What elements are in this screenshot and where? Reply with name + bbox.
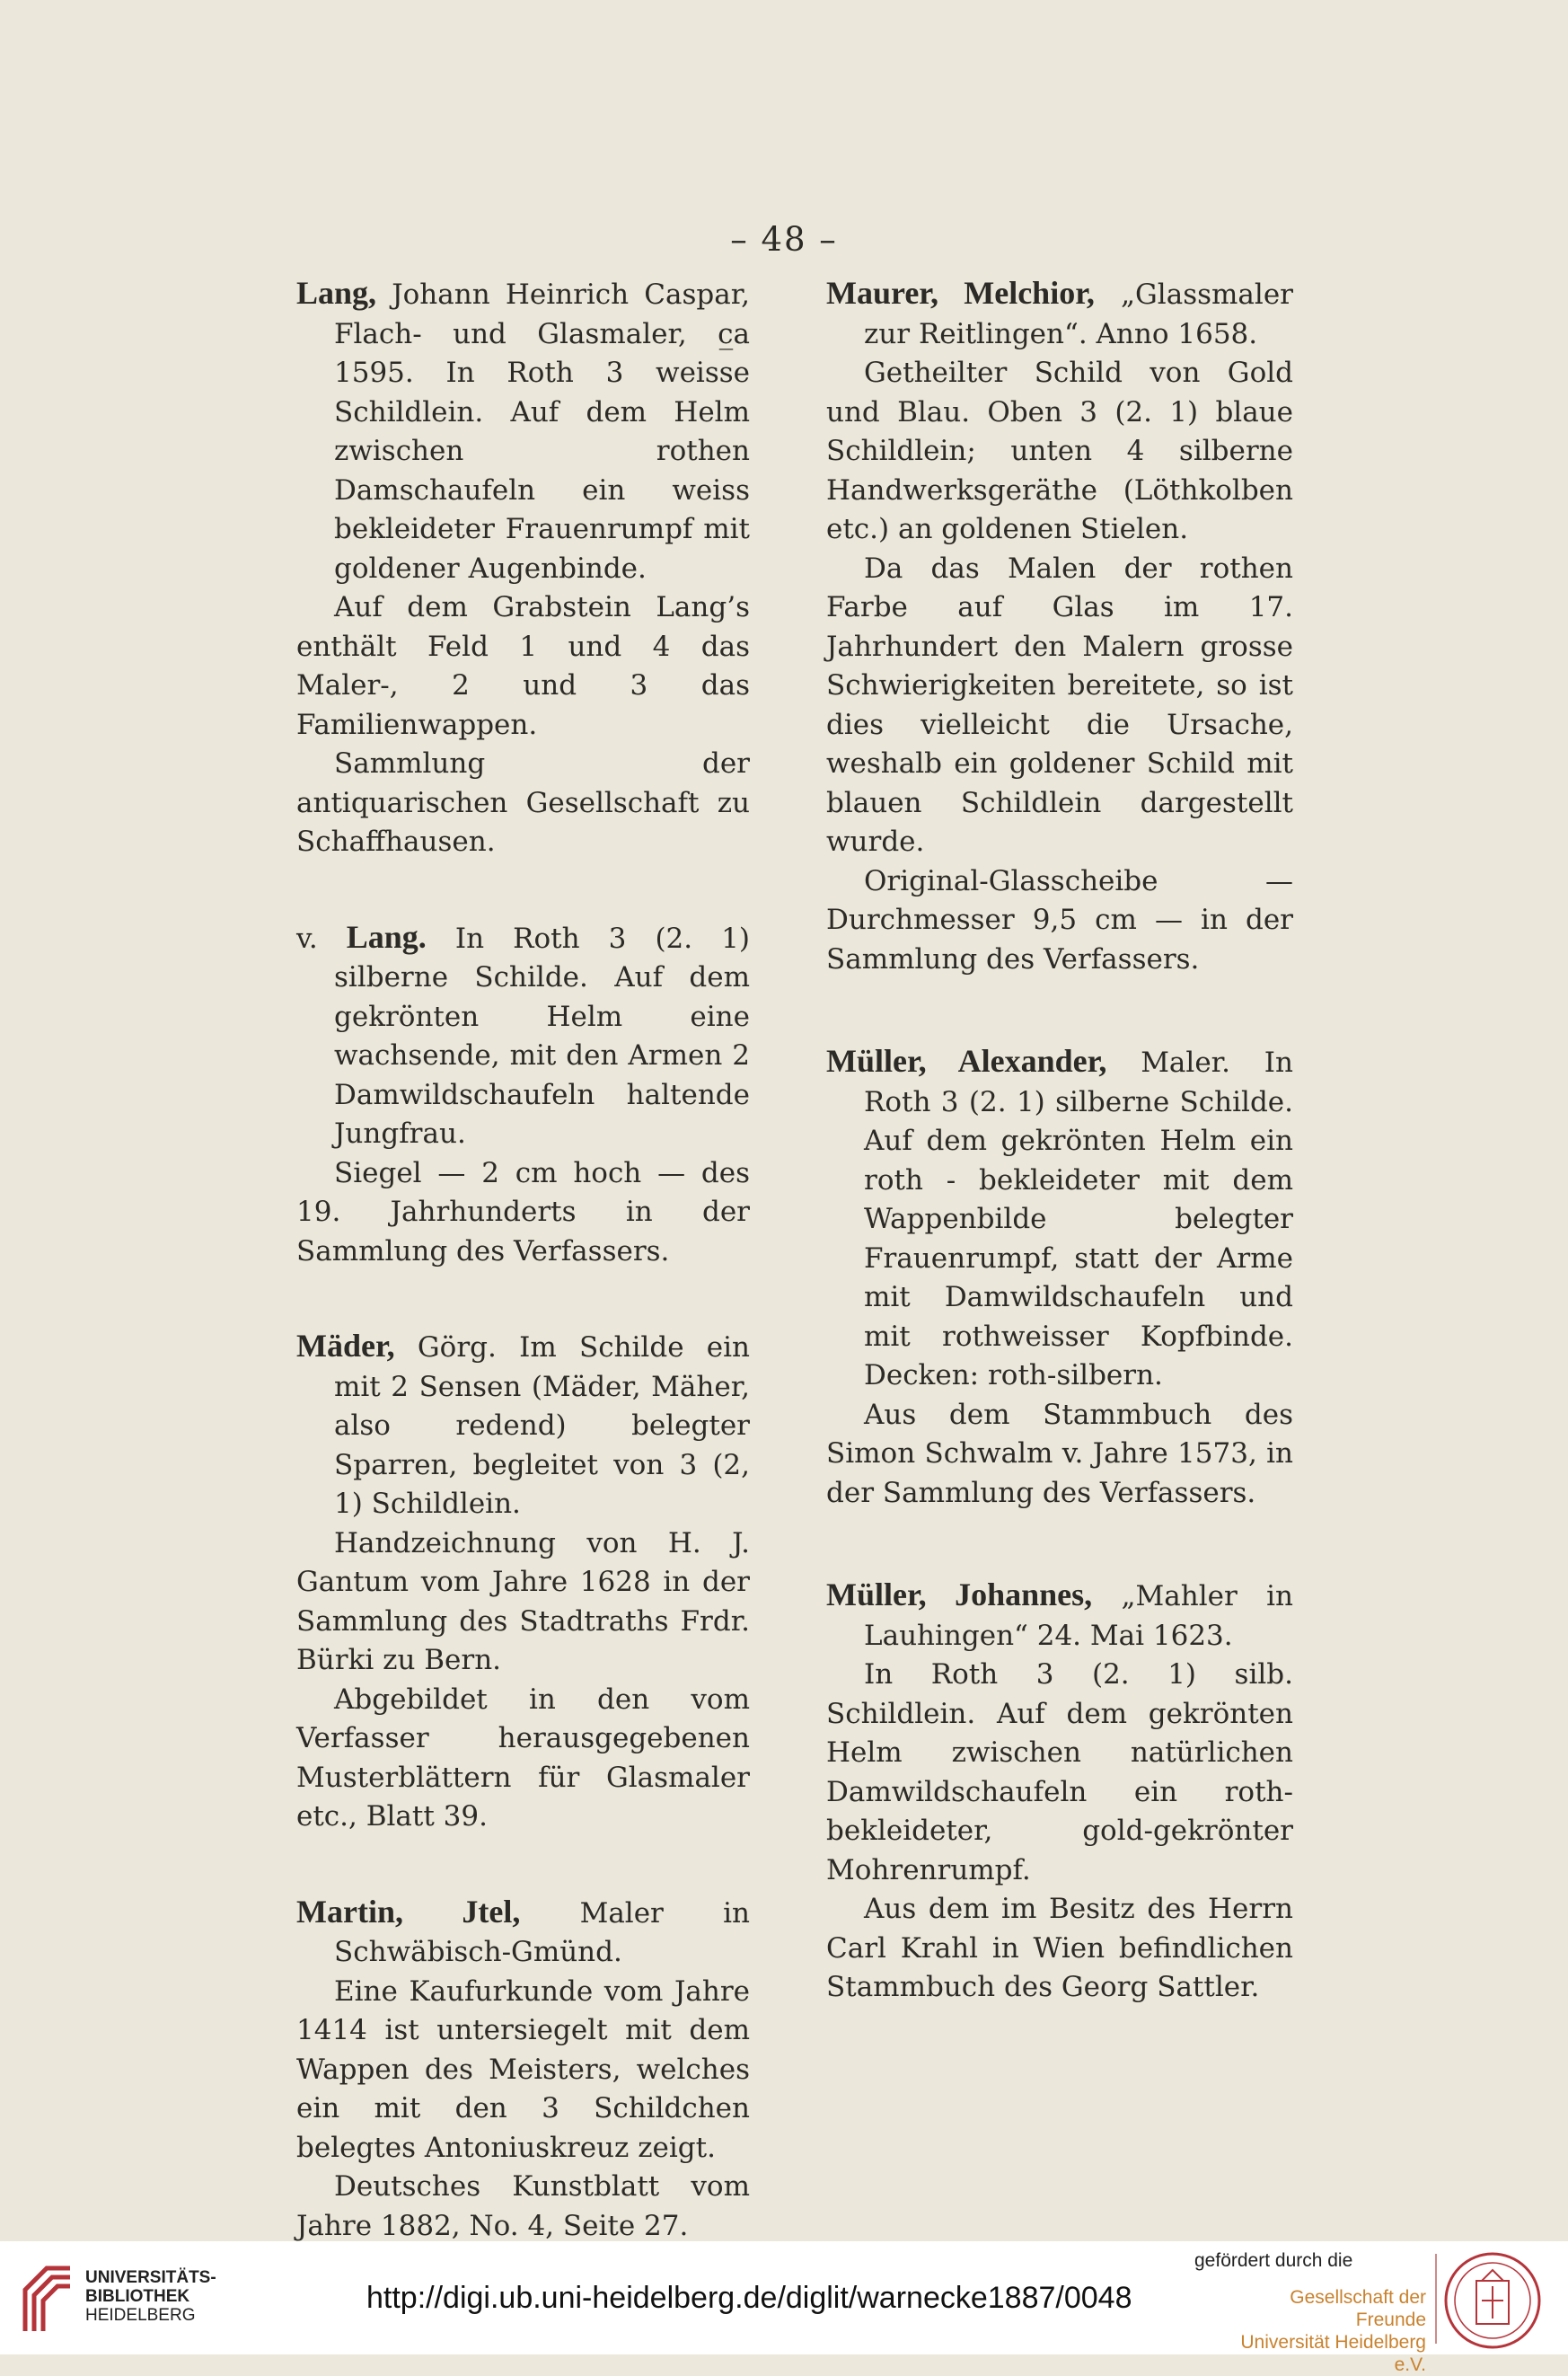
entry-maeder	[296, 1327, 750, 1837]
divider	[1435, 2254, 1437, 2344]
university-library-logo-icon	[20, 2263, 75, 2335]
entry-heading: Lang,	[296, 275, 377, 311]
entry-text: Maler in Schwäbisch-Gmünd.	[334, 1896, 750, 1968]
entry-v-lang	[296, 918, 750, 1272]
left-column	[296, 274, 750, 2246]
entry-text: Görg. Im Schilde ein mit 2 Sensen (Mäder, Mäher, also redend) belegter Sparren, begleitet von 3 (2, 1) Schildlein.	[334, 1331, 750, 1520]
entry-heading: Maurer, Melchior,	[826, 275, 1095, 311]
entry-heading: Martin, Jtel,	[296, 1893, 521, 1930]
library-name: UNIVERSITÄTS- BIBLIOTHEK HEIDELBERG	[85, 2268, 216, 2325]
page-number: – 48 –	[730, 220, 838, 259]
sponsor-name: Gesellschaft der Freunde Universität Heidelberg e.V.	[1240, 2287, 1426, 2375]
entry-heading: Lang.	[346, 918, 427, 955]
entry-text: „Glassmaler zur Reitlingen“. Anno 1658.	[864, 278, 1293, 350]
digitization-footer	[0, 2241, 1568, 2375]
entry-paragraph: Aus dem Stammbuch des Simon Schwalm v. Jahre 1573, in der Sammlung des Verfassers.	[826, 1398, 1293, 1509]
entry-paragraph: Eine Kaufurkunde vom Jahre 1414 ist untersiegelt mit dem Wappen des Meisters, welches ein mit den 3 Schildchen belegtes Antoniuskreuz zeigt.	[296, 1974, 750, 2164]
permalink-url[interactable]: http://digi.ub.uni-heidelberg.de/diglit/warnecke1887/0048	[366, 2281, 1132, 2315]
entry-text: In Roth 3 (2. 1) silberne Schilde. Auf dem gekrönten Helm eine wachsende, mit den Armen 2 Damwildschaufeln haltende Jungfrau.	[334, 922, 751, 1150]
entry-martin	[296, 1893, 750, 2247]
entry-heading: Mäder,	[296, 1328, 395, 1364]
entry-mueller-alexander	[826, 1042, 1293, 1513]
university-seal-icon	[1442, 2250, 1543, 2351]
entry-text: „Mahler in Lauhingen“ 24. Mai 1623.	[864, 1580, 1293, 1652]
entry-paragraph: Original-Glasscheibe — Durchmesser 9,5 cm — in der Sammlung des Verfassers.	[826, 864, 1293, 976]
right-column	[826, 274, 1293, 2008]
entry-text: Johann Heinrich Caspar, Flach- und Glasmaler, c̲a 1595. In Roth 3 weisse Schildlein. Auf dem Helm zwischen rothen Damschaufeln ein weiss bekleideter Frauenrumpf mit goldener Augenbinde.	[334, 278, 750, 585]
entry-paragraph: Deutsches Kunstblatt vom Jahre 1882, No. 4, Seite 27.	[296, 2170, 750, 2242]
entry-paragraph: Aus dem im Besitz des Herrn Carl Krahl in Wien befindlichen Stammbuch des Georg Sattler.	[826, 1893, 1293, 2003]
entry-paragraph: Getheilter Schild von Gold und Blau. Oben 3 (2. 1) blaue Schildlein; unten 4 silberne Handwerksgeräthe (Löthkolben etc.) an goldenen Stielen.	[826, 357, 1293, 545]
entry-lang	[296, 274, 750, 862]
entry-heading: Müller, Johannes,	[826, 1577, 1093, 1612]
entry-paragraph: Siegel — 2 cm hoch — des 19. Jahrhunderts in der Sammlung des Verfassers.	[296, 1156, 750, 1267]
entry-text: Maler. In Roth 3 (2. 1) silberne Schilde. Auf dem gekrönten Helm ein roth - bekleideter mit dem Wappenbilde belegter Frauenrumpf, statt der Arme mit Damwildschaufeln und mit rothweisser Kopfbinde. Decken: roth-silbern.	[864, 1047, 1294, 1391]
entry-mueller-johannes	[826, 1576, 1293, 2008]
entry-heading: Müller, Alexander,	[826, 1043, 1107, 1079]
entry-paragraph: In Roth 3 (2. 1) silb. Schildlein. Auf dem gekrönten Helm zwischen natürlichen Damwildschaufeln ein roth-bekleideter, gold-gekrönter Mohrenrumpf.	[826, 1658, 1293, 1886]
entry-paragraph: Da das Malen der rothen Farbe auf Glas im 17. Jahrhundert den Malern grosse Schwierigkeiten bereitete, so ist dies vielleicht die Ursache, weshalb ein goldener Schild mit blauen Schildlein dargestellt wurde.	[826, 552, 1293, 858]
entry-paragraph: Handzeichnung von H. J. Gantum vom Jahre 1628 in der Sammlung des Stadtraths Frdr. Bürki zu Bern.	[296, 1526, 750, 1676]
entry-prefix: v.	[296, 922, 347, 955]
sponsor-note: gefördert durch die	[1194, 2250, 1353, 2271]
entry-paragraph: Auf dem Grabstein Lang’s enthält Feld 1 und 4 das Maler-, 2 und 3 das Familienwappen.	[296, 591, 750, 741]
entry-paragraph: Sammlung der antiquarischen Gesellschaft zu Schaffhausen.	[296, 747, 750, 858]
entry-paragraph: Abgebildet in den vom Verfasser herausgegebenen Musterblättern für Glasmaler etc., Blatt 39.	[296, 1683, 750, 1833]
entry-maurer	[826, 274, 1293, 979]
